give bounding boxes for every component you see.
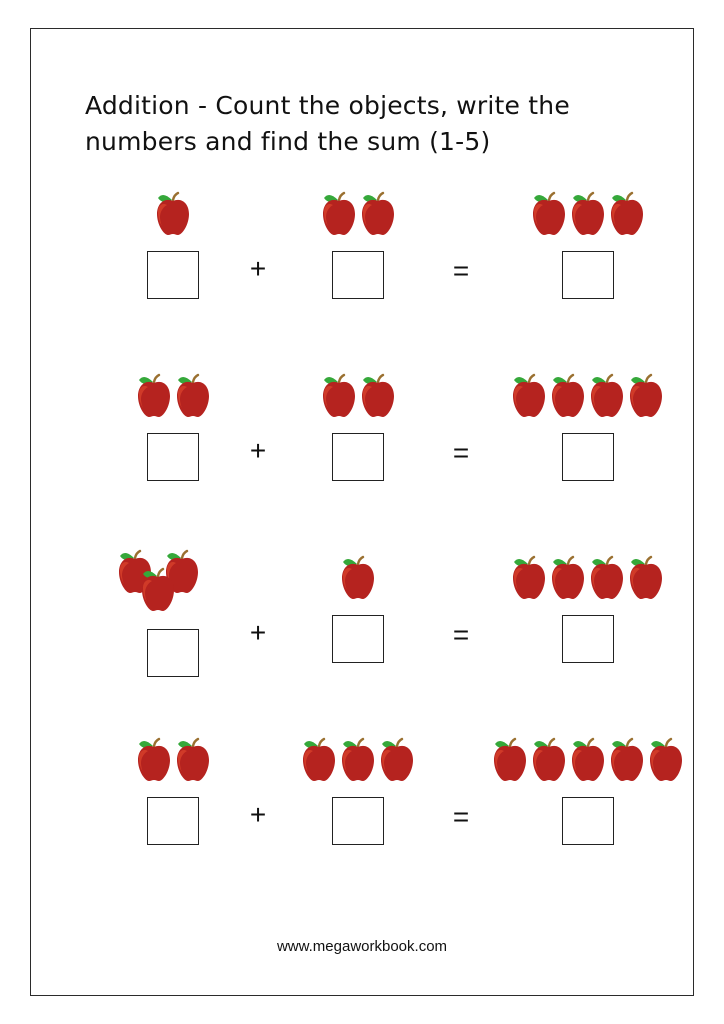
problem-list	[30, 185, 694, 913]
apple-set	[278, 367, 438, 419]
sum-group	[485, 731, 690, 845]
sum-input[interactable]	[562, 615, 614, 663]
apple-icon	[320, 191, 358, 237]
apple-icon	[378, 737, 416, 783]
plus-sign: +	[249, 799, 267, 830]
apple-icon	[174, 737, 212, 783]
apple-icon	[530, 191, 568, 237]
addend-1-group	[108, 367, 238, 481]
addend-1-input[interactable]	[147, 433, 199, 481]
addend-2-group	[278, 367, 438, 481]
apple-icon	[339, 737, 377, 783]
footer-website: www.megaworkbook.com	[276, 938, 448, 955]
apple-icon	[530, 737, 568, 783]
apple-icon	[608, 737, 646, 783]
apple-set	[485, 367, 690, 419]
apple-icon	[569, 737, 607, 783]
equals-sign: =	[452, 437, 470, 468]
apple-icon	[549, 373, 587, 419]
problem-row	[30, 549, 694, 731]
apple-icon	[588, 373, 626, 419]
apple-icon	[339, 555, 377, 601]
apple-icon	[588, 555, 626, 601]
apple-icon	[139, 567, 177, 613]
addend-2-group	[278, 549, 438, 663]
page-title: Addition - Count the objects, write the numbers and find the sum (1-5)	[85, 91, 570, 157]
apple-icon	[549, 555, 587, 601]
apple-icon	[491, 737, 529, 783]
addend-1-input[interactable]	[147, 629, 199, 677]
addend-1-input[interactable]	[147, 251, 199, 299]
apple-set	[278, 185, 438, 237]
apple-icon	[510, 555, 548, 601]
apple-icon	[154, 191, 192, 237]
sum-group	[485, 367, 690, 481]
plus-sign: +	[249, 435, 267, 466]
apple-set	[108, 549, 238, 615]
apple-icon	[135, 373, 173, 419]
apple-icon	[627, 373, 665, 419]
addend-1-group	[108, 185, 238, 299]
addend-2-input[interactable]	[332, 251, 384, 299]
apple-set	[485, 731, 690, 783]
equals-sign: =	[452, 619, 470, 650]
apple-icon	[608, 191, 646, 237]
sum-input[interactable]	[562, 433, 614, 481]
addend-2-input[interactable]	[332, 615, 384, 663]
apple-icon	[627, 555, 665, 601]
apple-set	[485, 549, 690, 601]
apple-set	[278, 731, 438, 783]
apple-icon	[320, 373, 358, 419]
apple-icon	[174, 373, 212, 419]
apple-icon	[359, 373, 397, 419]
apple-set	[108, 367, 238, 419]
sum-input[interactable]	[562, 797, 614, 845]
apple-icon	[647, 737, 685, 783]
addend-2-input[interactable]	[332, 433, 384, 481]
equals-sign: =	[452, 255, 470, 286]
problem-row	[30, 367, 694, 549]
sum-group	[485, 549, 690, 663]
apple-set	[108, 731, 238, 783]
apple-set	[108, 185, 238, 237]
problem-row	[30, 185, 694, 367]
apple-icon	[359, 191, 397, 237]
addend-2-input[interactable]	[332, 797, 384, 845]
apple-icon	[135, 737, 173, 783]
addend-2-group	[278, 731, 438, 845]
apple-icon	[300, 737, 338, 783]
apple-set	[278, 549, 438, 601]
equals-sign: =	[452, 801, 470, 832]
sum-group	[485, 185, 690, 299]
addend-1-group	[108, 731, 238, 845]
plus-sign: +	[249, 617, 267, 648]
plus-sign: +	[249, 253, 267, 284]
problem-row	[30, 731, 694, 913]
addend-1-input[interactable]	[147, 797, 199, 845]
apple-icon	[569, 191, 607, 237]
apple-icon	[510, 373, 548, 419]
sum-input[interactable]	[562, 251, 614, 299]
addend-2-group	[278, 185, 438, 299]
apple-set	[485, 185, 690, 237]
addend-1-group	[108, 549, 238, 677]
